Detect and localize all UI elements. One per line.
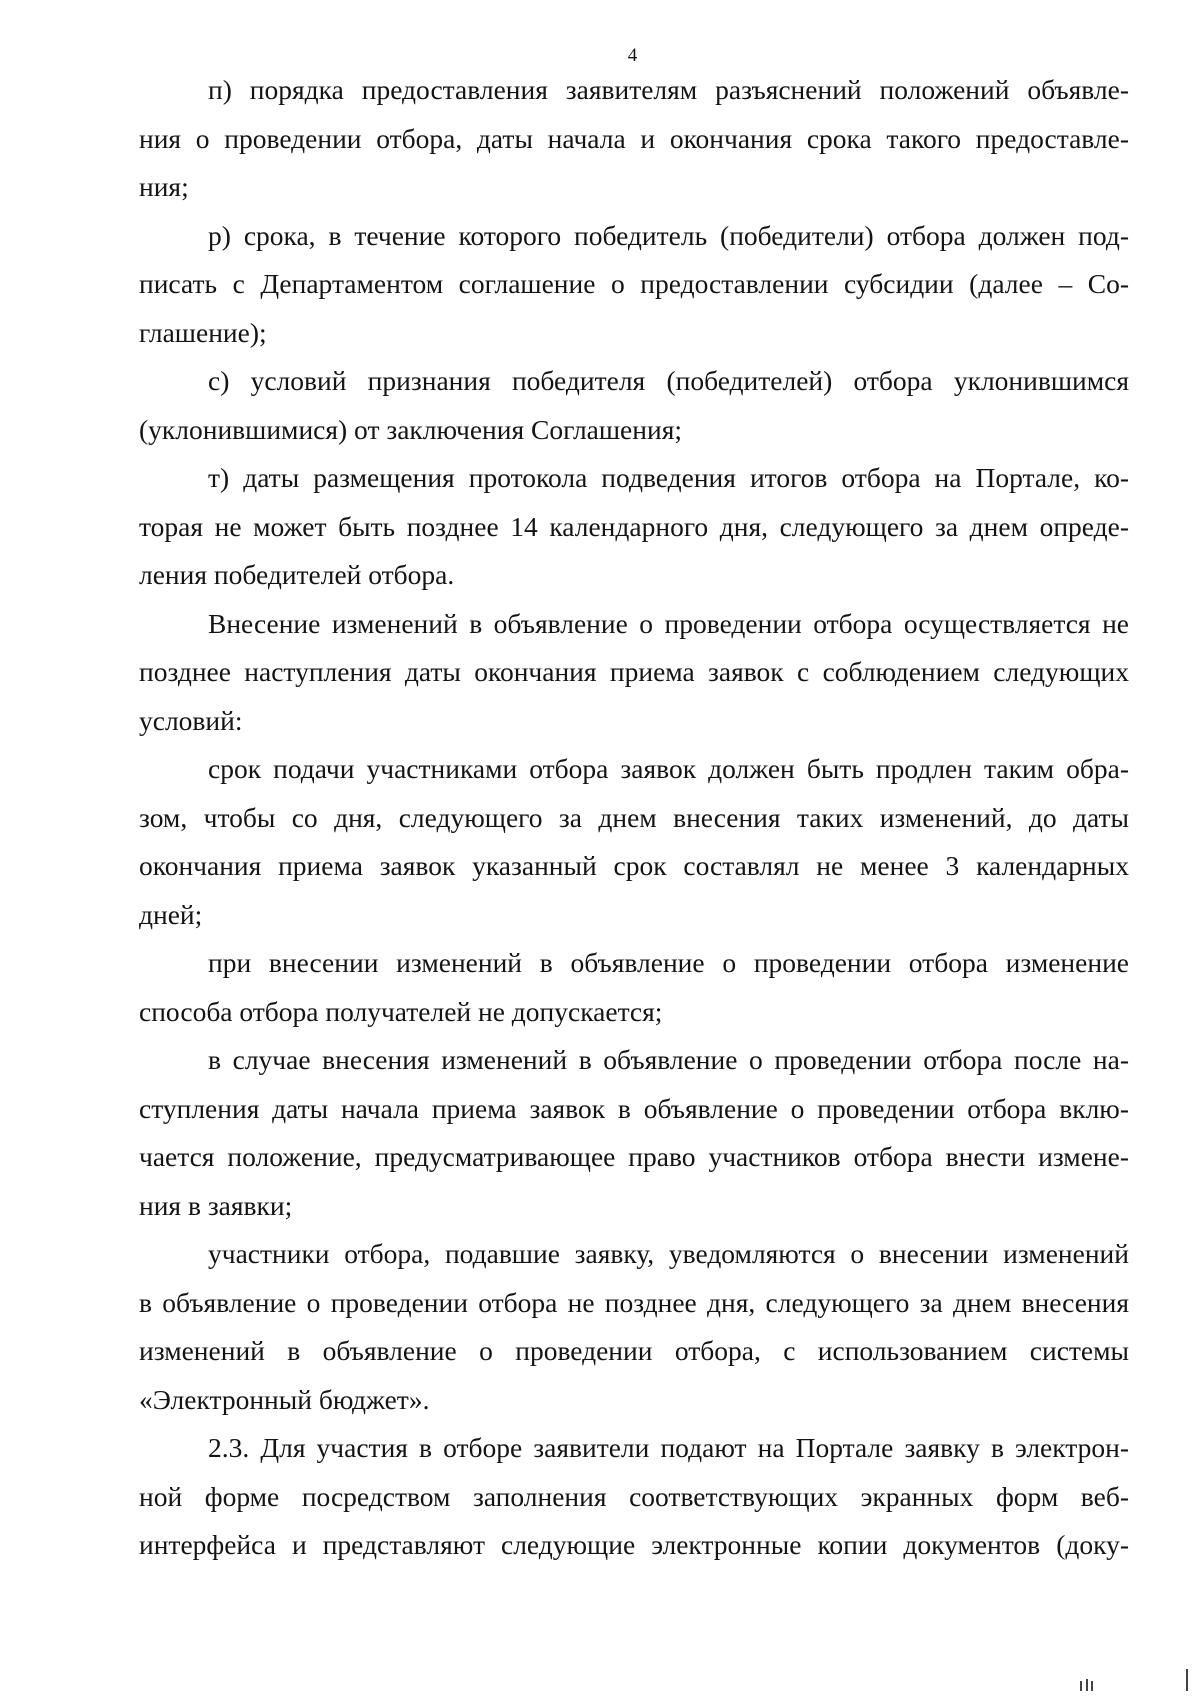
text-line: 2.3. Для участия в отборе заявители подают на Портале заявку в электрон- <box>208 1432 1129 1463</box>
paragraph <box>139 454 1129 600</box>
text-line: срок подачи участниками отбора заявок должен быть продлен таким обра- <box>208 753 1129 784</box>
text-line: зом, чтобы со дня, следующего за днем внесения таких изменений, до даты <box>139 801 1129 833</box>
text-line: дней; <box>139 898 203 930</box>
text-line: р) срока, в течение которого победитель (победители) отбора должен под- <box>208 219 1129 251</box>
document-body <box>139 66 1129 1570</box>
text-line: при внесении изменений в объявление о проведении отбора изменение <box>208 947 1129 978</box>
paragraph <box>139 745 1129 939</box>
text-line: ния в заявки; <box>139 1189 293 1221</box>
text-line: ной форме посредством заполнения соответствующих экранных форм веб- <box>139 1480 1129 1512</box>
text-line: в случае внесения изменений в объявление о проведении отбора после на- <box>208 1044 1129 1075</box>
paragraph <box>139 357 1129 454</box>
text-line: с) условий признания победителя (победителей) отбора уклонившимся <box>208 365 1129 396</box>
text-line: «Электронный бюджет». <box>139 1383 430 1415</box>
text-line: писать с Департаментом соглашение о предоставлении субсидии (далее – Со- <box>139 268 1129 299</box>
paragraph <box>139 600 1129 746</box>
scan-artifact <box>1060 1669 1190 1691</box>
text-line: участники отбора, подавшие заявку, уведомляются о внесении изменений <box>208 1238 1129 1269</box>
text-line: окончания приема заявок указанный срок составлял не менее 3 календарных <box>139 850 1129 881</box>
paragraph <box>139 1424 1129 1570</box>
text-line: условий: <box>139 704 243 736</box>
text-line: (уклонившимися) от заключения Соглашения; <box>139 413 682 445</box>
text-line: п) порядка предоставления заявителям разъяснений положений объявле- <box>208 74 1129 105</box>
text-line: ления победителей отбора. <box>139 559 455 590</box>
text-line: торая не может быть позднее 14 календарного дня, следующего за днем опреде- <box>139 510 1129 542</box>
text-line: ния о проведении отбора, даты начала и окончания срока такого предоставле- <box>139 122 1129 154</box>
paragraph <box>139 1230 1129 1424</box>
text-line: изменений в объявление о проведении отбора, с использованием системы <box>139 1335 1129 1366</box>
text-line: т) даты размещения протокола подведения итогов отбора на Портале, ко- <box>208 462 1129 493</box>
text-line: глашение); <box>139 316 267 348</box>
text-line: ния; <box>139 171 189 202</box>
paragraph <box>139 212 1129 358</box>
text-line: способа отбора получателей не допускается; <box>139 995 663 1027</box>
text-line: чается положение, предусматривающее право участников отбора внести измене- <box>139 1141 1129 1172</box>
text-line: позднее наступления даты окончания приема заявок с соблюдением следующих <box>139 656 1129 687</box>
text-line: ступления даты начала приема заявок в объявление о проведении отбора вклю- <box>139 1092 1129 1124</box>
text-line: Внесение изменений в объявление о проведении отбора осуществляется не <box>208 607 1129 639</box>
paragraph <box>139 66 1129 212</box>
paragraph <box>139 1036 1129 1230</box>
page-number: 4 <box>627 45 638 66</box>
text-line: интерфейса и представляют следующие электронные копии документов (доку- <box>139 1529 1129 1560</box>
paragraph <box>139 939 1129 1036</box>
text-line: в объявление о проведении отбора не позднее дня, следующего за днем внесения <box>139 1286 1129 1318</box>
